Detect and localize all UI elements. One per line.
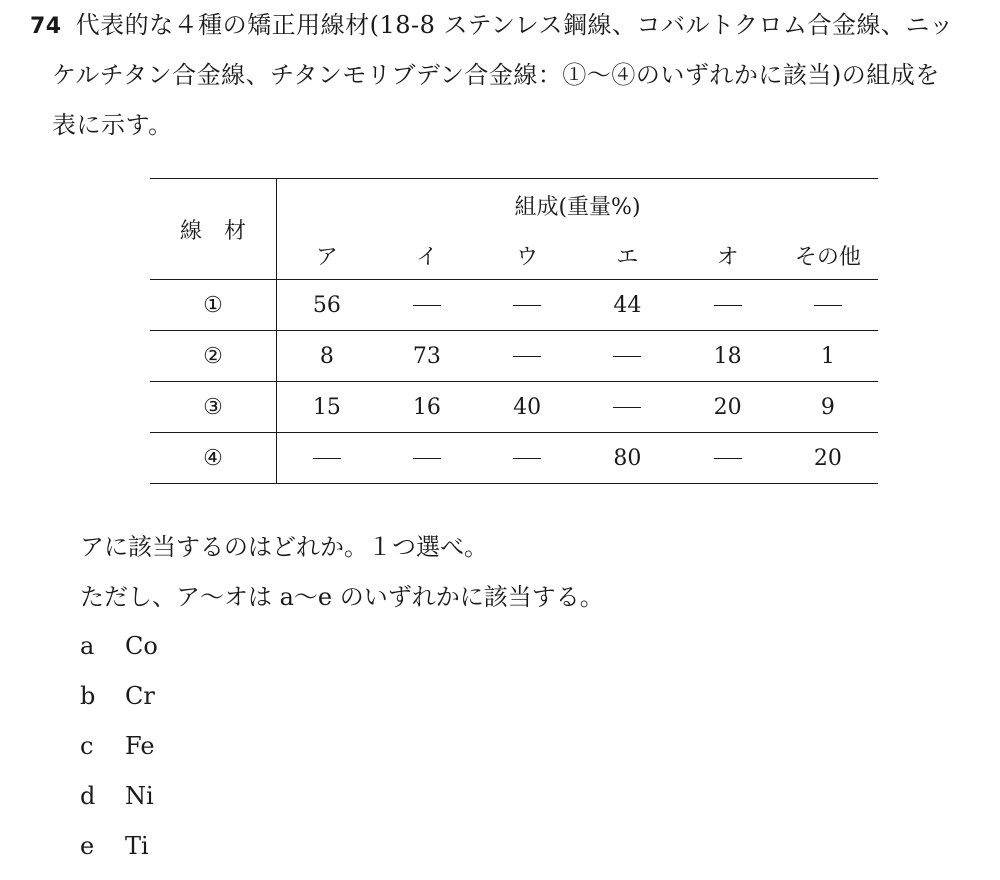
table-row <box>150 382 878 433</box>
table-cell <box>678 433 778 484</box>
instruction-line: アに該当するのはどれか。１つ選べ。 <box>80 533 488 561</box>
table-cell <box>377 433 477 484</box>
column-header-a: ア <box>277 231 377 280</box>
answer-options <box>80 621 158 871</box>
table-cell: 73 <box>377 331 477 382</box>
option-a[interactable] <box>80 621 158 671</box>
table-cell: 20 <box>678 382 778 433</box>
dash-mark <box>313 458 341 459</box>
row-label: ② <box>150 331 277 382</box>
table-cell: 9 <box>778 382 878 433</box>
question-number: 74 <box>30 14 62 39</box>
table-cell <box>577 331 677 382</box>
dash-mark <box>513 305 541 306</box>
table-cell <box>778 280 878 331</box>
table-cell: 40 <box>477 382 577 433</box>
option-text: Cr <box>125 682 155 710</box>
question-line-2: ケルチタン合金線、チタンモリブデン合金線：①〜④のいずれかに該当)の組成を <box>52 61 940 89</box>
table-cell <box>477 433 577 484</box>
option-letter: c <box>80 732 94 760</box>
table-body <box>150 280 878 484</box>
table-row <box>150 331 878 382</box>
option-letter: b <box>80 682 96 710</box>
dash-mark <box>413 305 441 306</box>
note-line: ただし、ア〜オは a〜e のいずれかに該当する。 <box>80 583 604 611</box>
table-cell <box>277 433 377 484</box>
question-line-3: 表に示す。 <box>52 111 173 139</box>
table-cell: 44 <box>577 280 677 331</box>
dash-mark <box>613 407 641 408</box>
table-cell <box>477 331 577 382</box>
wire-header: 線材 <box>150 179 277 280</box>
dash-mark <box>413 458 441 459</box>
dash-mark <box>513 458 541 459</box>
table-cell: 80 <box>613 445 642 471</box>
option-c[interactable] <box>80 721 158 771</box>
question-line-1 <box>30 0 985 50</box>
row-label: ① <box>150 280 277 331</box>
option-text: Co <box>125 632 158 660</box>
table-row <box>150 280 878 331</box>
sub-question <box>80 522 960 622</box>
option-d[interactable] <box>80 771 158 821</box>
composition-header: 組成(重量%) <box>514 194 641 220</box>
dash-mark <box>513 356 541 357</box>
table-cell: 15 <box>277 382 377 433</box>
option-text: Ni <box>125 782 154 810</box>
option-letter: a <box>80 632 95 660</box>
table-cell: 16 <box>377 382 477 433</box>
table-cell: 20 <box>813 445 842 471</box>
dash-mark <box>613 356 641 357</box>
column-header-o: オ <box>678 231 778 280</box>
option-b[interactable] <box>80 671 158 721</box>
table-row <box>150 433 878 484</box>
column-header-other: その他 <box>778 231 878 280</box>
option-letter: e <box>80 832 95 860</box>
table-cell: 8 <box>277 331 377 382</box>
table-cell: 1 <box>778 331 878 382</box>
option-text: Fe <box>125 732 155 760</box>
column-header-i: イ <box>377 231 477 280</box>
question-line-1-text: 代表的な４種の矯正用線材(18-8 ステンレス鋼線、コバルトクロム合金線、ニッ <box>75 11 954 39</box>
table-cell: 18 <box>678 331 778 382</box>
dash-mark <box>714 458 742 459</box>
table-cell: 56 <box>277 280 377 331</box>
composition-table <box>150 178 878 484</box>
table-cell <box>377 280 477 331</box>
column-header-u: ウ <box>477 231 577 280</box>
option-letter: d <box>80 782 96 810</box>
dash-mark <box>814 305 842 306</box>
question-text <box>30 0 985 150</box>
option-e[interactable] <box>80 821 158 871</box>
option-text: Ti <box>125 832 149 860</box>
table-cell <box>678 280 778 331</box>
column-header-e: エ <box>577 231 677 280</box>
dash-mark <box>714 305 742 306</box>
table-cell <box>477 280 577 331</box>
table-cell <box>577 382 677 433</box>
row-label: ④ <box>150 433 277 484</box>
composition-table-wrapper <box>150 178 878 484</box>
row-label: ③ <box>150 382 277 433</box>
